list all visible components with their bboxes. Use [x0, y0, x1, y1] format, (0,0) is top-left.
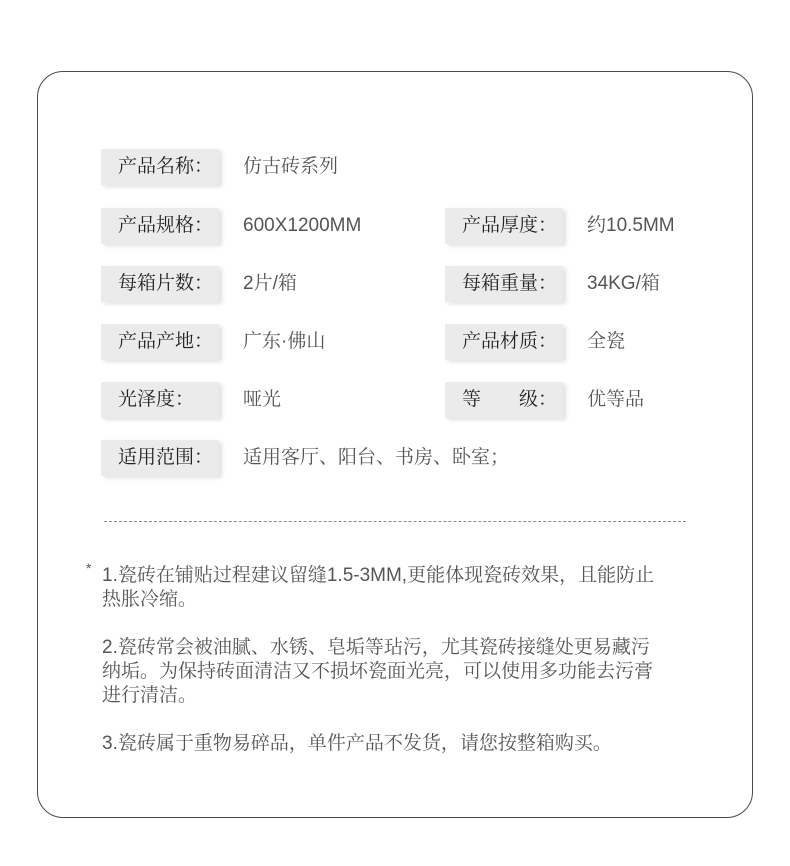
- spec-label-weight-per-box: 每箱重量：: [445, 266, 563, 302]
- note-line: 进行清洁。: [102, 685, 198, 706]
- note-item-2: [102, 636, 722, 708]
- note-item-1: [102, 564, 722, 612]
- spec-value-material: 全瓷: [587, 331, 626, 352]
- spec-value-weight-per-box: 34KG/箱: [587, 273, 660, 294]
- spec-value-application: 适用客厅、阳台、书房、卧室；: [243, 447, 510, 468]
- notes-section: [102, 564, 722, 780]
- spec-label-grade: 等 级：: [445, 382, 563, 418]
- spec-label-material: 产品材质：: [445, 324, 563, 360]
- note-line: 纳垢。为保持砖面清洁又不损坏瓷面光亮，可以使用多功能去污膏: [102, 661, 654, 682]
- spec-label-product-size: 产品规格：: [101, 208, 219, 244]
- spec-label-application: 适用范围：: [101, 440, 219, 476]
- spec-row-application: [101, 440, 701, 476]
- spec-row-product-name: [101, 149, 701, 185]
- spec-value-grade: 优等品: [587, 389, 645, 410]
- note-item-3: [102, 732, 722, 756]
- dashed-divider: [104, 521, 686, 522]
- spec-label-glossiness: 光泽度：: [101, 382, 219, 418]
- spec-row-origin-material: [101, 324, 701, 360]
- note-line: 2.瓷砖常会被油腻、水锈、皂垢等玷污，尤其瓷砖接缝处更易藏污: [102, 637, 650, 658]
- note-line: 热胀冷缩。: [102, 589, 198, 610]
- note-line: 3.瓷砖属于重物易碎品，单件产品不发货，请您按整箱购买。: [102, 733, 612, 754]
- spec-value-product-size: 600X1200MM: [243, 215, 362, 236]
- spec-row-size-thickness: [101, 208, 701, 244]
- spec-value-thickness: 约10.5MM: [587, 215, 675, 236]
- spec-value-pieces-per-box: 2片/箱: [243, 273, 297, 294]
- spec-value-product-name: 仿古砖系列: [243, 156, 339, 177]
- spec-value-glossiness: 哑光: [243, 389, 282, 410]
- spec-label-thickness: 产品厚度：: [445, 208, 563, 244]
- note-line: 1.瓷砖在铺贴过程建议留缝1.5-3MM,更能体现瓷砖效果，且能防止: [102, 565, 655, 586]
- spec-row-gloss-grade: [101, 382, 701, 418]
- spec-label-origin: 产品产地：: [101, 324, 219, 360]
- spec-row-box-count-weight: [101, 266, 701, 302]
- spec-label-product-name: 产品名称：: [101, 149, 219, 185]
- spec-value-origin: 广东·佛山: [243, 331, 326, 352]
- spec-label-pieces-per-box: 每箱片数：: [101, 266, 219, 302]
- notes-asterisk: *: [86, 560, 92, 576]
